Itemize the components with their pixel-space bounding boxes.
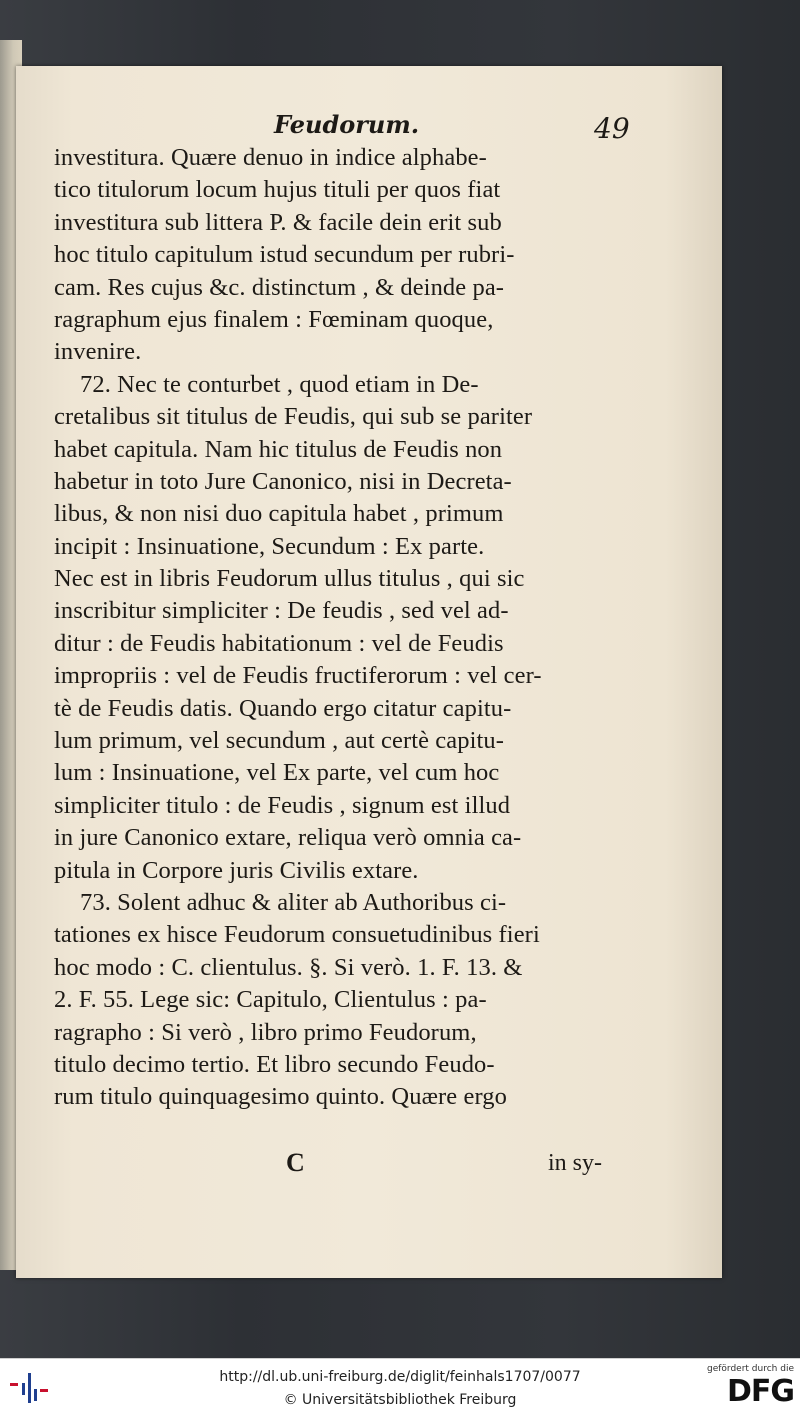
text-line: 73. Solent adhuc & aliter ab Authoribus ci- — [80, 888, 507, 916]
text-line: ragrapho : Si verò , libro primo Feudorum, — [54, 1018, 477, 1046]
copyright-notice: © Universitätsbibliothek Freiburg — [283, 1392, 517, 1408]
text-line: invenire. — [54, 338, 142, 366]
text-line: impropriis : vel de Feudis fructiferorum : vel cer- — [54, 662, 542, 690]
text-line: ragraphum ejus finalem : Fœminam quoque, — [54, 305, 494, 333]
dfg-caption: gefördert durch die — [707, 1364, 794, 1374]
running-head: Feudorum. — [274, 110, 420, 139]
book-page — [16, 66, 722, 1278]
text-line: cam. Res cujus &c. distinctum , & deinde pa- — [54, 273, 505, 301]
text-line: inscribitur simpliciter : De feudis , sed vel ad- — [54, 597, 509, 625]
text-line: titulo decimo tertio. Et libro secundo Feudo- — [54, 1050, 495, 1078]
permalink-url[interactable]: http://dl.ub.uni-freiburg.de/diglit/feinhals1707/0077 — [219, 1369, 581, 1385]
text-line: investitura. Quære denuo in indice alphabe- — [54, 144, 487, 171]
text-line: 72. Nec te conturbet , quod etiam in De- — [80, 370, 479, 398]
text-line: in jure Canonico extare, reliqua verò omnia ca- — [54, 824, 522, 852]
text-line: simpliciter titulo : de Feudis , signum est illud — [54, 791, 511, 819]
text-line: tationes ex hisce Feudorum consuetudinibus fieri — [54, 921, 540, 949]
text-line: pitula in Corpore juris Civilis extare. — [54, 856, 419, 884]
text-line: cretalibus sit titulus de Feudis, qui sub se pariter — [54, 403, 533, 431]
text-line: libus, & non nisi duo capitula habet , primum — [54, 500, 504, 528]
viewer-footer — [0, 1358, 800, 1416]
text-line: lum primum, vel secundum , aut certè capitu- — [54, 727, 505, 755]
text-line: incipit : Insinuatione, Secundum : Ex parte. — [54, 532, 485, 560]
dfg-logo: DFG — [726, 1374, 794, 1409]
text-line: tico titulorum locum hujus tituli per quos fiat — [54, 176, 501, 204]
text-line: habet capitula. Nam hic titulus de Feudis non — [54, 435, 503, 463]
text-line: hoc titulo capitulum istud secundum per rubri- — [54, 241, 515, 269]
page-number: 49 — [594, 112, 630, 145]
signature-mark: C — [286, 1148, 305, 1177]
text-line: investitura sub littera P. & facile dein erit sub — [54, 208, 502, 236]
text-line: habetur in toto Jure Canonico, nisi in Decreta- — [54, 467, 512, 495]
text-line: rum titulo quinquagesimo quinto. Quære ergo — [54, 1083, 507, 1111]
page-text — [54, 142, 654, 1114]
text-line: lum : Insinuatione, vel Ex parte, vel cum hoc — [54, 759, 500, 787]
text-line: ditur : de Feudis habitationum : vel de Feudis — [54, 629, 504, 657]
text-line: hoc modo : C. clientulus. §. Si verò. 1. F. 13. & — [54, 953, 523, 981]
catchword: in sy- — [548, 1150, 602, 1176]
text-line: tè de Feudis datis. Quando ergo citatur capitu- — [54, 694, 512, 722]
text-line: Nec est in libris Feudorum ullus titulus , qui sic — [54, 565, 525, 593]
text-line: 2. F. 55. Lege sic: Capitulo, Clientulus : pa- — [54, 986, 487, 1014]
